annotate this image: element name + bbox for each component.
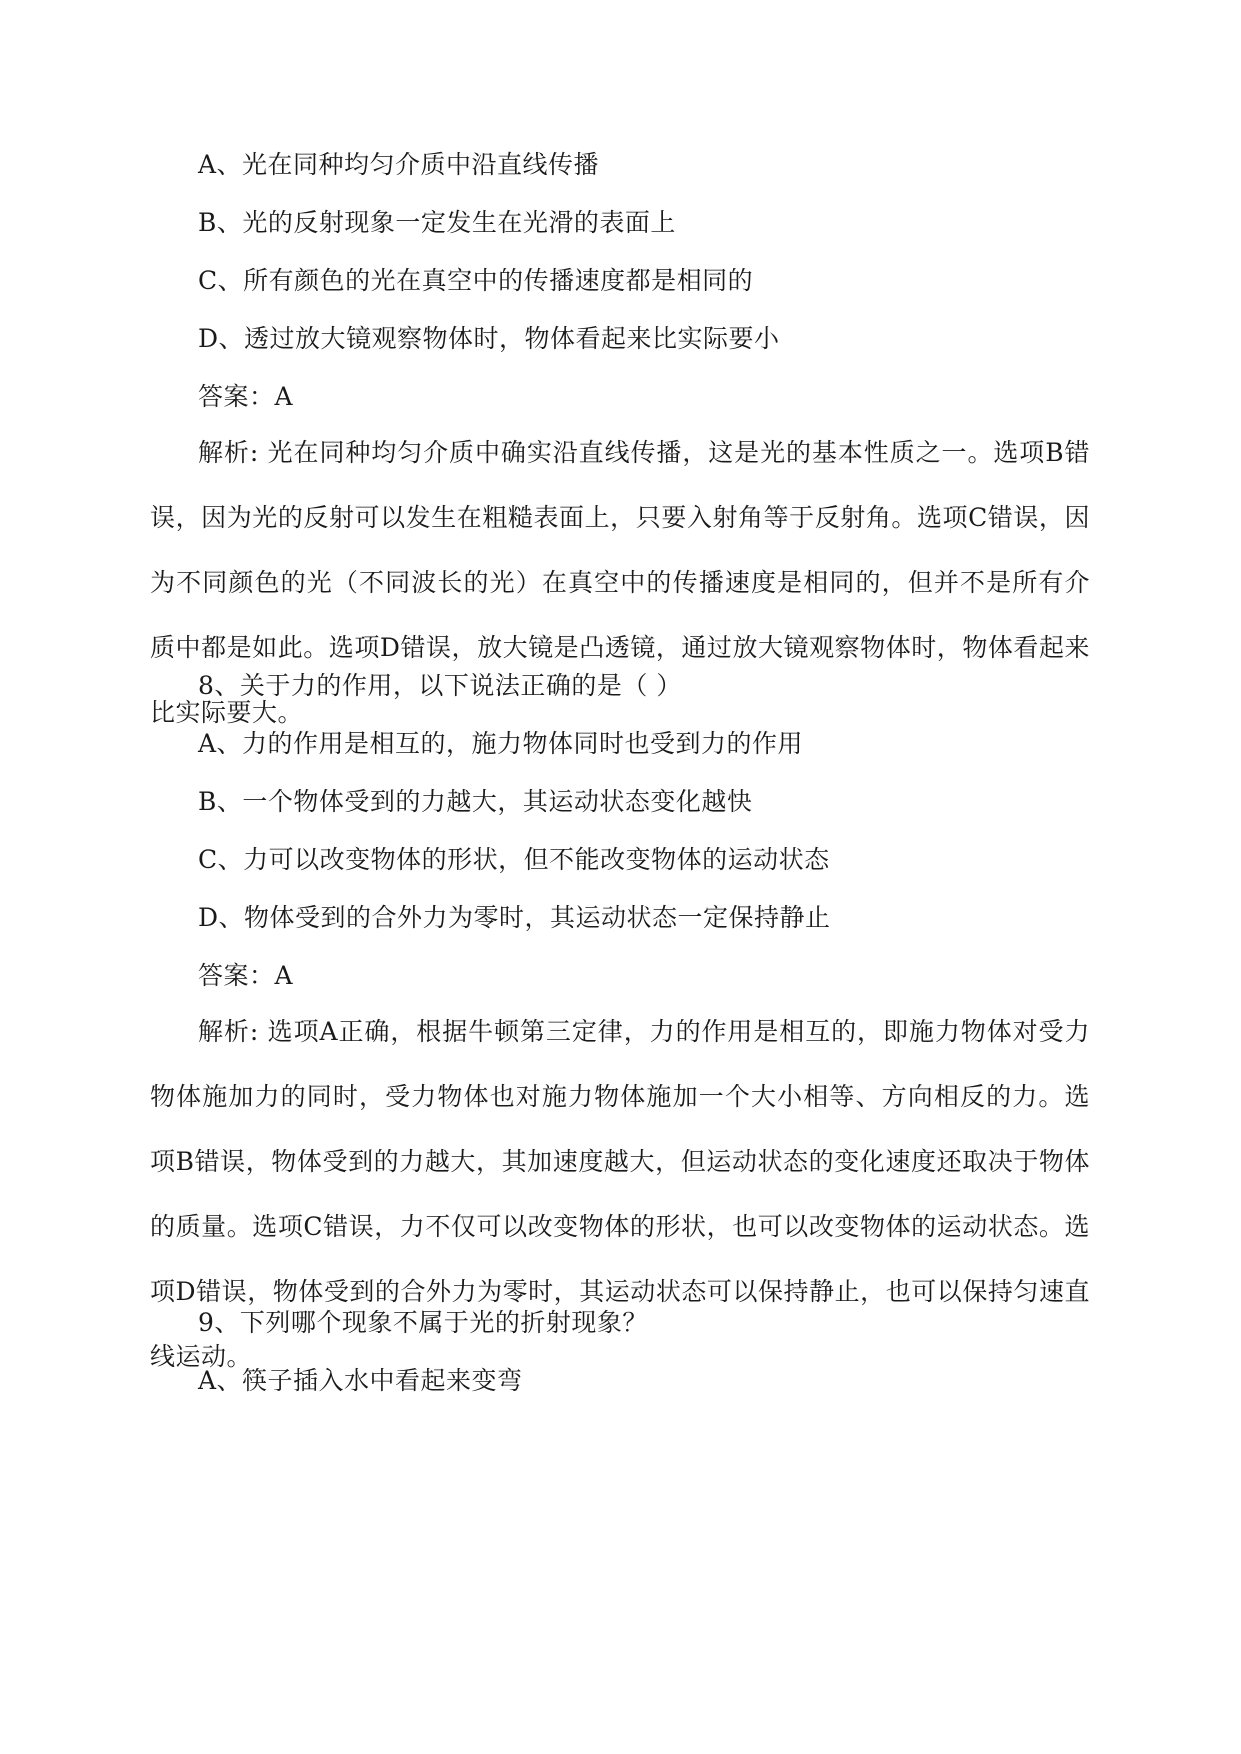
q7-option-b: B、光的反射现象一定发生在光滑的表面上 <box>198 208 676 237</box>
q8-option-c: C、力可以改变物体的形状，但不能改变物体的运动状态 <box>198 845 830 874</box>
q8-option-d: D、物体受到的合外力为零时，其运动状态一定保持静止 <box>198 903 831 932</box>
q7-option-c: C、所有颜色的光在真空中的传播速度都是相同的 <box>198 266 754 295</box>
q8-option-a: A、力的作用是相互的，施力物体同时也受到力的作用 <box>198 729 804 758</box>
q9-question: 9、下列哪个现象不属于光的折射现象？ <box>198 1308 648 1337</box>
q7-option-d: D、透过放大镜观察物体时，物体看起来比实际要小 <box>198 324 780 353</box>
q7-analysis: 解析: 光在同种均匀介质中确实沿直线传播，这是光的基本性质之一。选项B错误，因为光的反射可以发生在粗糙表面上，只要入射角等于反射角。选项C错误，因为不同颜色的光（不同波长的光）在真空中的传播速度是相同的，但并不是所有介质中都是如此。选项D错误，放大镜是凸透镜，通过放大镜观察物体时，物体看起来比实际要大。 <box>150 438 1090 727</box>
q8-option-b: B、一个物体受到的力越大，其运动状态变化越快 <box>198 787 753 816</box>
q9-option-a: A、筷子插入水中看起来变弯 <box>198 1366 523 1395</box>
q8-question: 8、关于力的作用，以下说法正确的是（ ） <box>198 671 682 700</box>
q8-answer: 答案：A <box>198 961 294 990</box>
q7-answer: 答案：A <box>198 382 294 411</box>
q7-option-a: A、光在同种均匀介质中沿直线传播 <box>198 150 600 179</box>
q8-analysis: 解析: 选项A正确，根据牛顿第三定律，力的作用是相互的，即施力物体对受力物体施加力的同时，受力物体也对施力物体施加一个大小相等、方向相反的力。选项B错误，物体受到的力越大，其加速度越大，但运动状态的变化速度还取决于物体的质量。选项C错误，力不仅可以改变物体的形状，也可以改变物体的运动状态。选项D错误，物体受到的合外力为零时，其运动状态可以保持静止，也可以保持匀速直线运动。 <box>150 1017 1090 1371</box>
